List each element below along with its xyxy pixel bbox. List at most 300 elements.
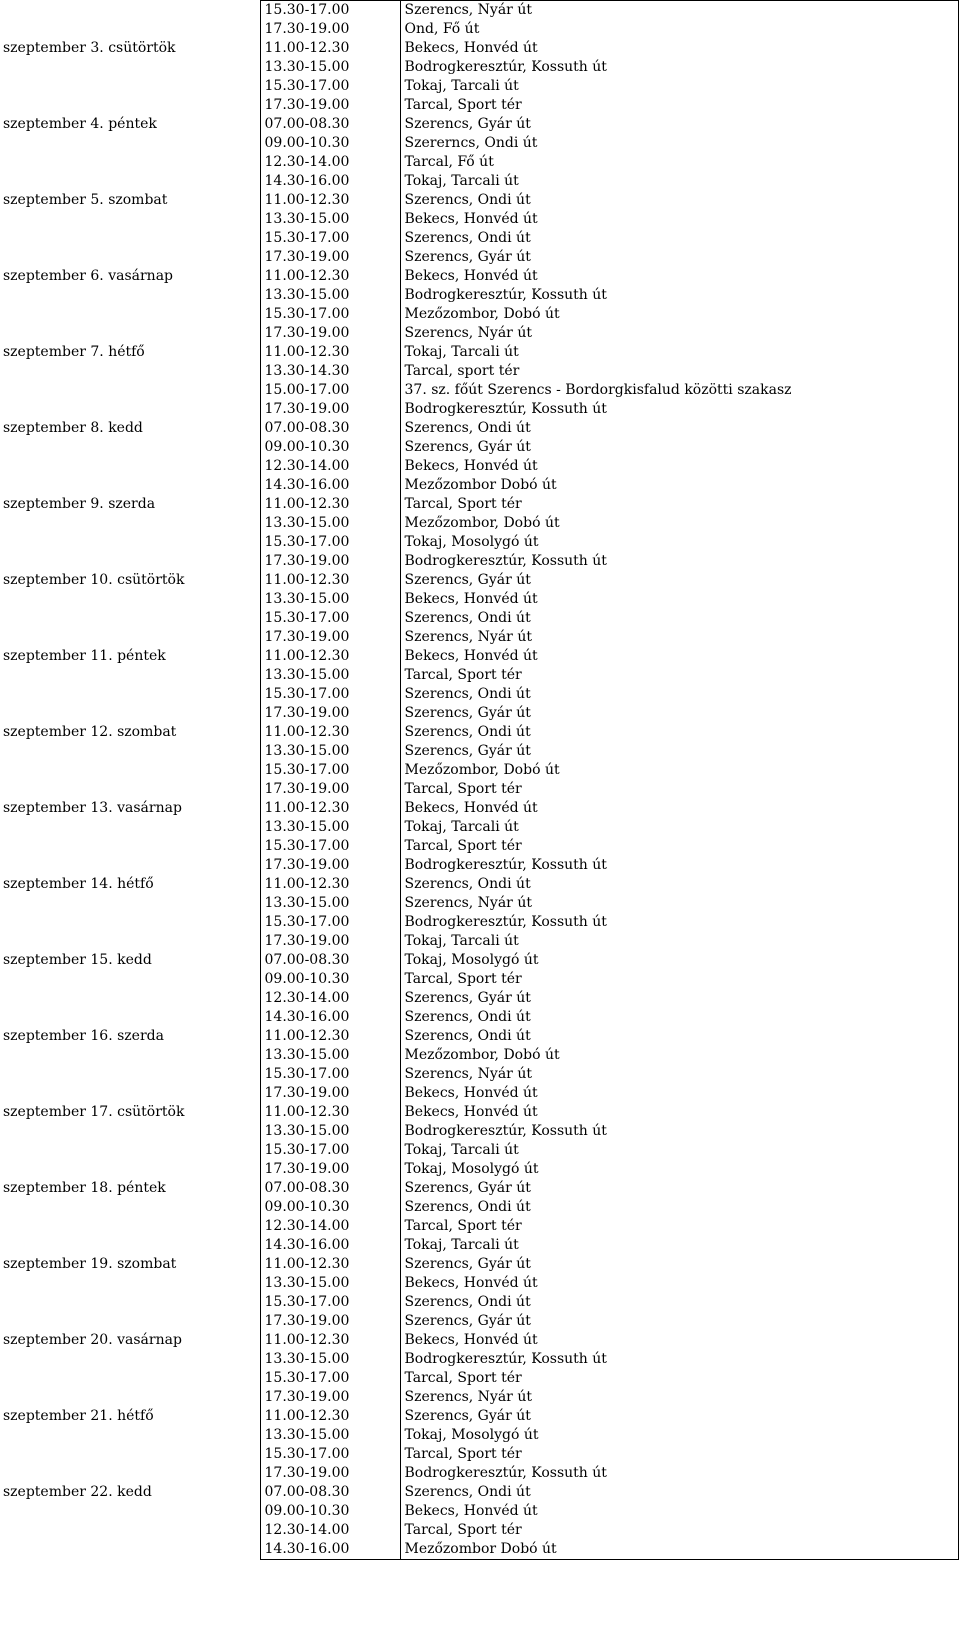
location: Tokaj, Tarcali út	[400, 172, 958, 191]
time-slot: 13.30-15.00	[260, 286, 400, 305]
day-label: szeptember 9. szerda	[3, 496, 156, 512]
location: Szerencs, Ondi út	[400, 1483, 958, 1502]
schedule-row	[0, 533, 958, 552]
schedule-row	[0, 476, 958, 495]
location: Bekecs, Honvéd út	[400, 1274, 958, 1293]
time-slot: 17.30-19.00	[260, 1084, 400, 1103]
schedule-row	[0, 1388, 958, 1407]
location: Tokaj, Tarcali út	[400, 818, 958, 837]
location: Bekecs, Honvéd út	[400, 1502, 958, 1521]
schedule-row	[0, 400, 958, 419]
location: Bekecs, Honvéd út	[400, 210, 958, 229]
day-label	[0, 1217, 260, 1236]
day-label	[0, 628, 260, 647]
schedule-row	[0, 951, 958, 970]
day-label	[0, 1502, 260, 1521]
schedule-row	[0, 1084, 958, 1103]
location: Szerencs, Ondi út	[400, 1198, 958, 1217]
location: Szerencs, Ondi út	[400, 419, 958, 438]
schedule-row	[0, 818, 958, 837]
day-label	[0, 248, 260, 267]
day-label	[0, 210, 260, 229]
location: Tarcal, Sport tér	[400, 666, 958, 685]
time-slot: 17.30-19.00	[260, 1312, 400, 1331]
schedule-row	[0, 248, 958, 267]
time-slot: 15.30-17.00	[260, 1, 400, 21]
location: Mezőzombor, Dobó út	[400, 514, 958, 533]
location: Bodrogkeresztúr, Kossuth út	[400, 856, 958, 875]
day-label	[0, 1388, 260, 1407]
day-label	[0, 1369, 260, 1388]
time-slot: 12.30-14.00	[260, 457, 400, 476]
time-slot: 15.30-17.00	[260, 685, 400, 704]
schedule-row	[0, 1445, 958, 1464]
time-slot: 12.30-14.00	[260, 1217, 400, 1236]
day-label: szeptember 4. péntek	[3, 116, 157, 132]
location: Szerencs, Gyár út	[400, 1255, 958, 1274]
location: Bodrogkeresztúr, Kossuth út	[400, 1350, 958, 1369]
time-slot: 17.30-19.00	[260, 324, 400, 343]
day-label	[0, 1274, 260, 1293]
day-label	[0, 153, 260, 172]
schedule-row	[0, 1008, 958, 1027]
time-slot: 17.30-19.00	[260, 780, 400, 799]
schedule-row	[0, 628, 958, 647]
day-label	[0, 229, 260, 248]
time-slot: 13.30-15.00	[260, 514, 400, 533]
day-label	[0, 894, 260, 913]
schedule-row	[0, 1350, 958, 1369]
schedule-row	[0, 970, 958, 989]
day-label	[0, 1065, 260, 1084]
day-label: szeptember 6. vasárnap	[3, 268, 173, 284]
schedule-row	[0, 381, 958, 400]
time-slot: 09.00-10.30	[260, 134, 400, 153]
day-label	[0, 913, 260, 932]
location: Szerencs, Gyár út	[400, 742, 958, 761]
location: Mezőzombor Dobó út	[400, 476, 958, 495]
schedule-row	[0, 742, 958, 761]
day-label: szeptember 13. vasárnap	[3, 800, 182, 816]
location: Mezőzombor, Dobó út	[400, 761, 958, 780]
schedule-row	[0, 1046, 958, 1065]
day-label	[0, 704, 260, 723]
time-slot: 17.30-19.00	[260, 248, 400, 267]
time-slot: 13.30-15.00	[260, 210, 400, 229]
time-slot: 14.30-16.00	[260, 1540, 400, 1560]
time-slot: 15.00-17.00	[260, 381, 400, 400]
day-label	[0, 438, 260, 457]
schedule-row	[0, 1464, 958, 1483]
schedule-row	[0, 514, 958, 533]
schedule-row	[0, 419, 958, 438]
location: Bodrogkeresztúr, Kossuth út	[400, 913, 958, 932]
location: Tarcal, Sport tér	[400, 780, 958, 799]
time-slot: 17.30-19.00	[260, 552, 400, 571]
day-label: szeptember 12. szombat	[3, 724, 177, 740]
time-slot: 11.00-12.30	[260, 875, 400, 894]
day-label	[0, 362, 260, 381]
location: Szerencs, Ondi út	[400, 1293, 958, 1312]
location: 37. sz. főút Szerencs - Bordorgkisfalud közötti szakasz	[400, 381, 958, 400]
time-slot: 14.30-16.00	[260, 1236, 400, 1255]
time-slot: 12.30-14.00	[260, 1521, 400, 1540]
time-slot: 15.30-17.00	[260, 229, 400, 248]
day-label	[0, 1521, 260, 1540]
schedule-row	[0, 856, 958, 875]
day-label	[0, 989, 260, 1008]
schedule-row	[0, 1293, 958, 1312]
time-slot: 14.30-16.00	[260, 476, 400, 495]
schedule-row	[0, 153, 958, 172]
time-slot: 07.00-08.30	[260, 1483, 400, 1502]
schedule-row	[0, 1312, 958, 1331]
day-label: szeptember 8. kedd	[3, 420, 143, 436]
schedule-row	[0, 210, 958, 229]
location: Mezőzombor, Dobó út	[400, 1046, 958, 1065]
location: Tokaj, Mosolygó út	[400, 533, 958, 552]
schedule-row	[0, 324, 958, 343]
day-label	[0, 818, 260, 837]
location: Tarcal, Sport tér	[400, 1521, 958, 1540]
time-slot: 11.00-12.30	[260, 647, 400, 666]
day-label	[0, 1198, 260, 1217]
time-slot: 13.30-15.00	[260, 1046, 400, 1065]
schedule-row	[0, 894, 958, 913]
day-label	[0, 932, 260, 951]
day-label: szeptember 17. csütörtök	[3, 1104, 185, 1120]
location: Tarcal, Sport tér	[400, 970, 958, 989]
location: Szerencs, Ondi út	[400, 685, 958, 704]
day-label	[0, 324, 260, 343]
location: Tarcal, Sport tér	[400, 495, 958, 514]
time-slot: 17.30-19.00	[260, 400, 400, 419]
location: Bodrogkeresztúr, Kossuth út	[400, 58, 958, 77]
time-slot: 15.30-17.00	[260, 1445, 400, 1464]
day-label	[0, 381, 260, 400]
schedule-row	[0, 438, 958, 457]
schedule-row	[0, 1160, 958, 1179]
day-label	[0, 590, 260, 609]
location: Szerencs, Gyár út	[400, 704, 958, 723]
location: Szerencs, Nyár út	[400, 894, 958, 913]
schedule-row	[0, 685, 958, 704]
time-slot: 11.00-12.30	[260, 495, 400, 514]
schedule-row	[0, 1255, 958, 1274]
day-label: szeptember 19. szombat	[3, 1256, 177, 1272]
location: Tokaj, Tarcali út	[400, 932, 958, 951]
time-slot: 17.30-19.00	[260, 628, 400, 647]
day-label	[0, 1122, 260, 1141]
location: Bekecs, Honvéd út	[400, 1331, 958, 1350]
schedule-row	[0, 96, 958, 115]
schedule-row	[0, 1179, 958, 1198]
day-label	[0, 856, 260, 875]
time-slot: 15.30-17.00	[260, 77, 400, 96]
day-label	[0, 837, 260, 856]
schedule-row	[0, 1521, 958, 1540]
time-slot: 14.30-16.00	[260, 172, 400, 191]
day-label	[0, 552, 260, 571]
schedule-row	[0, 837, 958, 856]
schedule-row	[0, 115, 958, 134]
location: Szerencs, Ondi út	[400, 1027, 958, 1046]
location: Szerencs, Gyár út	[400, 989, 958, 1008]
day-label	[0, 533, 260, 552]
schedule-row	[0, 552, 958, 571]
time-slot: 13.30-15.00	[260, 894, 400, 913]
time-slot: 07.00-08.30	[260, 1179, 400, 1198]
schedule-row	[0, 1198, 958, 1217]
day-label: szeptember 10. csütörtök	[3, 572, 185, 588]
schedule-row	[0, 1369, 958, 1388]
location: Szerencs, Ondi út	[400, 609, 958, 628]
day-label: szeptember 20. vasárnap	[3, 1332, 182, 1348]
schedule-row	[0, 1331, 958, 1350]
location: Szererncs, Ondi út	[400, 134, 958, 153]
location: Szerencs, Ondi út	[400, 191, 958, 210]
location: Tokaj, Tarcali út	[400, 1141, 958, 1160]
location: Szerencs, Nyár út	[400, 324, 958, 343]
day-label	[0, 1046, 260, 1065]
location: Tokaj, Mosolygó út	[400, 1160, 958, 1179]
time-slot: 13.30-14.30	[260, 362, 400, 381]
time-slot: 13.30-15.00	[260, 742, 400, 761]
time-slot: 15.30-17.00	[260, 1369, 400, 1388]
location: Bekecs, Honvéd út	[400, 1103, 958, 1122]
location: Bekecs, Honvéd út	[400, 799, 958, 818]
location: Bodrogkeresztúr, Kossuth út	[400, 286, 958, 305]
time-slot: 15.30-17.00	[260, 533, 400, 552]
schedule-row	[0, 1483, 958, 1502]
day-label: szeptember 7. hétfő	[3, 344, 145, 360]
time-slot: 13.30-15.00	[260, 58, 400, 77]
location: Tarcal, Fő út	[400, 153, 958, 172]
schedule-row	[0, 1274, 958, 1293]
time-slot: 12.30-14.00	[260, 153, 400, 172]
time-slot: 17.30-19.00	[260, 1388, 400, 1407]
day-label: szeptember 3. csütörtök	[3, 40, 176, 56]
time-slot: 07.00-08.30	[260, 419, 400, 438]
time-slot: 15.30-17.00	[260, 609, 400, 628]
schedule-row	[0, 590, 958, 609]
schedule-row	[0, 172, 958, 191]
location: Szerencs, Gyár út	[400, 1407, 958, 1426]
schedule-row	[0, 1407, 958, 1426]
location: Tarcal, Sport tér	[400, 1217, 958, 1236]
schedule-row	[0, 1027, 958, 1046]
day-label	[0, 685, 260, 704]
schedule-row	[0, 362, 958, 381]
location: Szerencs, Gyár út	[400, 115, 958, 134]
day-label	[0, 1350, 260, 1369]
location: Szerencs, Gyár út	[400, 1312, 958, 1331]
day-label	[0, 1160, 260, 1179]
time-slot: 11.00-12.30	[260, 191, 400, 210]
schedule-row	[0, 1, 958, 21]
time-slot: 13.30-15.00	[260, 818, 400, 837]
location: Bekecs, Honvéd út	[400, 457, 958, 476]
day-label	[0, 400, 260, 419]
schedule-row	[0, 989, 958, 1008]
location: Tokaj, Tarcali út	[400, 77, 958, 96]
schedule-body	[0, 1, 958, 1560]
location: Szerencs, Nyár út	[400, 1065, 958, 1084]
day-label	[0, 1293, 260, 1312]
day-label	[0, 1141, 260, 1160]
schedule-row	[0, 1540, 958, 1560]
time-slot: 13.30-15.00	[260, 1274, 400, 1293]
day-label	[0, 1312, 260, 1331]
schedule-row	[0, 1122, 958, 1141]
time-slot: 11.00-12.30	[260, 1331, 400, 1350]
time-slot: 09.00-10.30	[260, 438, 400, 457]
location: Mezőzombor, Dobó út	[400, 305, 958, 324]
day-label: szeptember 5. szombat	[3, 192, 168, 208]
day-label: szeptember 15. kedd	[3, 952, 152, 968]
schedule-row	[0, 571, 958, 590]
time-slot: 15.30-17.00	[260, 761, 400, 780]
schedule-row	[0, 39, 958, 58]
schedule-row	[0, 913, 958, 932]
location: Tokaj, Mosolygó út	[400, 1426, 958, 1445]
schedule-row	[0, 20, 958, 39]
time-slot: 11.00-12.30	[260, 799, 400, 818]
time-slot: 15.30-17.00	[260, 1141, 400, 1160]
schedule-row	[0, 723, 958, 742]
day-label	[0, 1445, 260, 1464]
schedule-row	[0, 780, 958, 799]
time-slot: 17.30-19.00	[260, 932, 400, 951]
time-slot: 13.30-15.00	[260, 590, 400, 609]
location: Szerencs, Gyár út	[400, 1179, 958, 1198]
location: Tarcal, Sport tér	[400, 837, 958, 856]
location: Szerencs, Gyár út	[400, 438, 958, 457]
day-label	[0, 609, 260, 628]
day-label: szeptember 11. péntek	[3, 648, 166, 664]
schedule-row	[0, 1065, 958, 1084]
schedule-row	[0, 1426, 958, 1445]
schedule-row	[0, 1103, 958, 1122]
location: Szerencs, Nyár út	[400, 1, 958, 21]
location: Tarcal, Sport tér	[400, 1369, 958, 1388]
day-label	[0, 134, 260, 153]
time-slot: 11.00-12.30	[260, 267, 400, 286]
time-slot: 15.30-17.00	[260, 913, 400, 932]
day-label	[0, 1540, 260, 1560]
location: Bekecs, Honvéd út	[400, 267, 958, 286]
day-label	[0, 305, 260, 324]
time-slot: 13.30-15.00	[260, 1426, 400, 1445]
day-label	[0, 1084, 260, 1103]
day-label: szeptember 21. hétfő	[3, 1408, 154, 1424]
time-slot: 13.30-15.00	[260, 1122, 400, 1141]
day-label: szeptember 22. kedd	[3, 1484, 152, 1500]
time-slot: 11.00-12.30	[260, 723, 400, 742]
day-label: szeptember 18. péntek	[3, 1180, 166, 1196]
time-slot: 17.30-19.00	[260, 96, 400, 115]
schedule-row	[0, 875, 958, 894]
day-label	[0, 20, 260, 39]
location: Bodrogkeresztúr, Kossuth út	[400, 1464, 958, 1483]
time-slot: 17.30-19.00	[260, 1464, 400, 1483]
location: Tokaj, Mosolygó út	[400, 951, 958, 970]
location: Tarcal, Sport tér	[400, 96, 958, 115]
location: Szerencs, Nyár út	[400, 1388, 958, 1407]
location: Szerencs, Ondi út	[400, 723, 958, 742]
day-label	[0, 172, 260, 191]
schedule-row	[0, 647, 958, 666]
time-slot: 11.00-12.30	[260, 343, 400, 362]
day-label	[0, 1008, 260, 1027]
schedule-row	[0, 267, 958, 286]
schedule-row	[0, 286, 958, 305]
day-label	[0, 514, 260, 533]
location: Szerencs, Gyár út	[400, 571, 958, 590]
time-slot: 13.30-15.00	[260, 1350, 400, 1369]
schedule-row	[0, 77, 958, 96]
location: Bodrogkeresztúr, Kossuth út	[400, 400, 958, 419]
time-slot: 11.00-12.30	[260, 39, 400, 58]
day-label	[0, 457, 260, 476]
schedule-row	[0, 666, 958, 685]
location: Bodrogkeresztúr, Kossuth út	[400, 552, 958, 571]
day-label	[0, 1236, 260, 1255]
location: Tarcal, sport tér	[400, 362, 958, 381]
day-label	[0, 970, 260, 989]
day-label	[0, 1, 260, 21]
schedule-row	[0, 191, 958, 210]
location: Bekecs, Honvéd út	[400, 39, 958, 58]
schedule-row	[0, 495, 958, 514]
time-slot: 11.00-12.30	[260, 1407, 400, 1426]
schedule-row	[0, 761, 958, 780]
schedule-row	[0, 704, 958, 723]
time-slot: 11.00-12.30	[260, 571, 400, 590]
day-label	[0, 96, 260, 115]
schedule-row	[0, 1502, 958, 1521]
time-slot: 17.30-19.00	[260, 856, 400, 875]
time-slot: 14.30-16.00	[260, 1008, 400, 1027]
schedule-row	[0, 799, 958, 818]
day-label	[0, 476, 260, 495]
location: Mezőzombor Dobó út	[400, 1540, 958, 1560]
schedule-row	[0, 1236, 958, 1255]
location: Szerencs, Ondi út	[400, 229, 958, 248]
day-label: szeptember 14. hétfő	[3, 876, 154, 892]
time-slot: 17.30-19.00	[260, 20, 400, 39]
day-label	[0, 742, 260, 761]
location: Tokaj, Tarcali út	[400, 343, 958, 362]
time-slot: 09.00-10.30	[260, 1198, 400, 1217]
time-slot: 15.30-17.00	[260, 1293, 400, 1312]
day-label	[0, 77, 260, 96]
schedule-row	[0, 932, 958, 951]
schedule-row	[0, 457, 958, 476]
schedule-row	[0, 609, 958, 628]
day-label	[0, 1426, 260, 1445]
time-slot: 13.30-15.00	[260, 666, 400, 685]
location: Tokaj, Tarcali út	[400, 1236, 958, 1255]
schedule-row	[0, 343, 958, 362]
location: Bekecs, Honvéd út	[400, 647, 958, 666]
day-label	[0, 761, 260, 780]
time-slot: 11.00-12.30	[260, 1027, 400, 1046]
time-slot: 07.00-08.30	[260, 115, 400, 134]
day-label	[0, 1464, 260, 1483]
location: Bekecs, Honvéd út	[400, 1084, 958, 1103]
location: Ond, Fő út	[400, 20, 958, 39]
